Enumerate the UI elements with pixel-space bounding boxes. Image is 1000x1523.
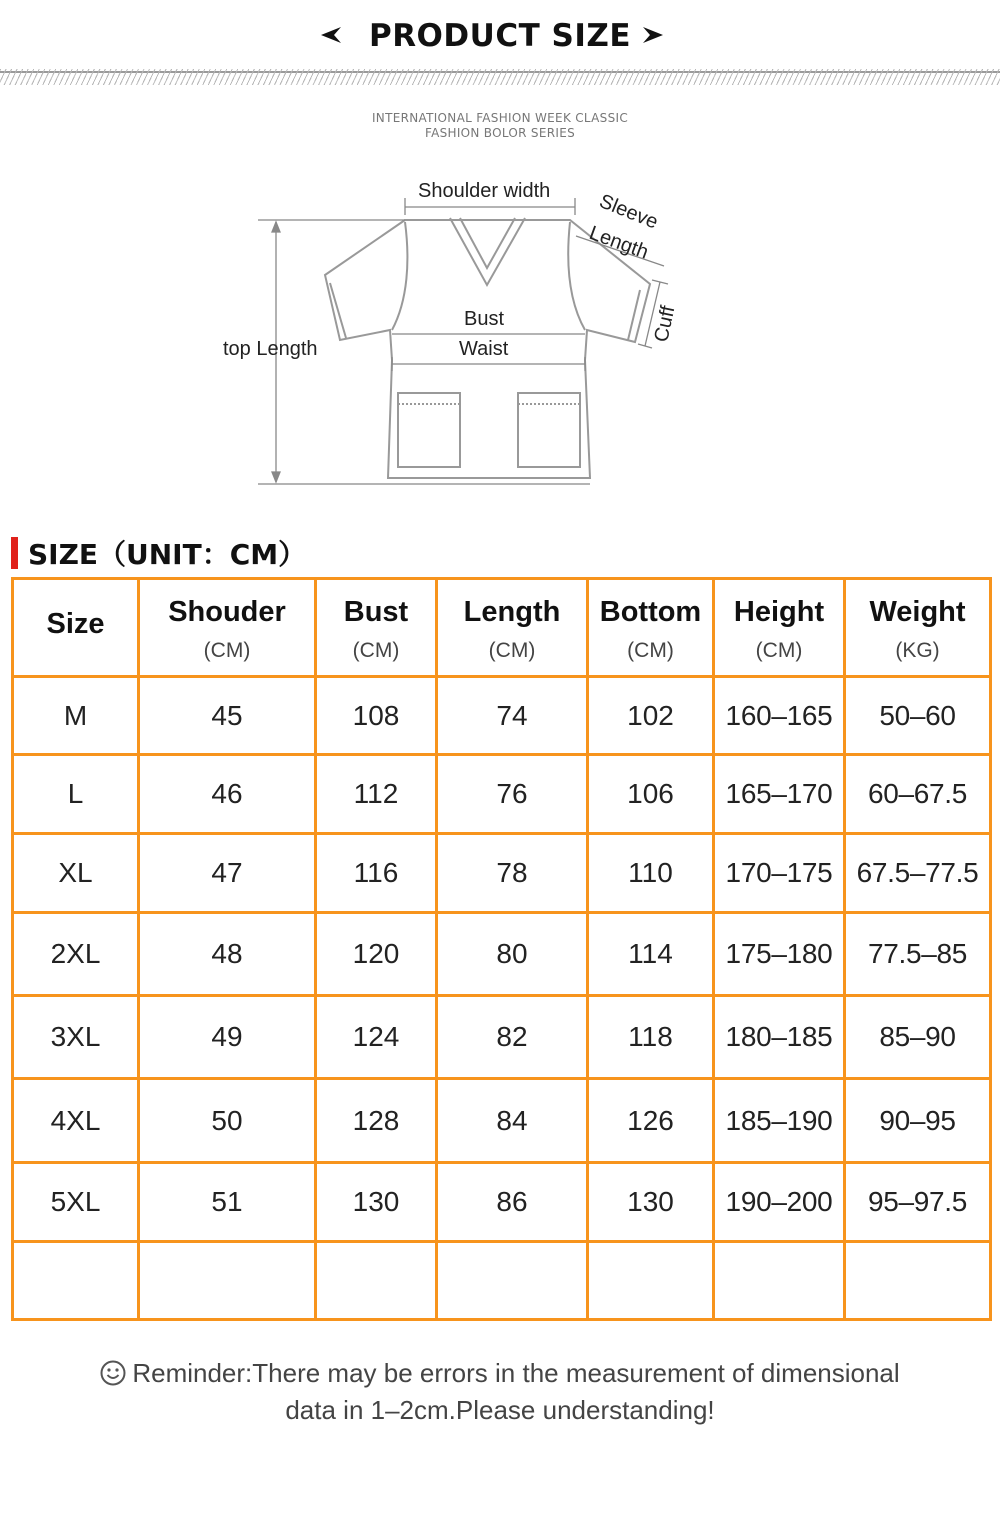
shoulder-width-label: Shoulder width	[418, 180, 551, 202]
table-row	[13, 996, 991, 1079]
size-table	[11, 577, 992, 1321]
cell-size: M	[13, 677, 139, 755]
table-row	[13, 677, 991, 755]
size-section-label: SIZE（UNIT：CM）	[28, 538, 307, 571]
cell-shoulder: 47	[139, 834, 316, 913]
cell-height	[714, 1242, 845, 1320]
brand-line-1: INTERNATIONAL FASHION WEEK CLASSIC	[371, 111, 629, 125]
cell-height: 185–190	[714, 1079, 845, 1163]
cell-weight: 60–67.5	[845, 755, 991, 834]
cell-bust: 112	[316, 755, 437, 834]
cell-shoulder: 51	[139, 1163, 316, 1242]
brand-line-2: FASHION BOLOR SERIES	[424, 126, 576, 140]
reminder-text-1: Reminder:There may be errors in the measurement of dimensional	[132, 1358, 900, 1388]
cell-length: 86	[437, 1163, 588, 1242]
table-row	[13, 755, 991, 834]
cell-bottom: 106	[588, 755, 714, 834]
cell-bust	[316, 1242, 437, 1320]
cell-bottom: 114	[588, 913, 714, 996]
cell-height: 175–180	[714, 913, 845, 996]
cell-height: 160–165	[714, 677, 845, 755]
smiley-icon	[100, 1360, 126, 1386]
bust-label: Bust	[464, 308, 505, 330]
table-row	[13, 1079, 991, 1163]
cuff-label: Cuff	[650, 303, 680, 345]
cell-length: 80	[437, 913, 588, 996]
cell-height: 170–175	[714, 834, 845, 913]
top-length-label: top Length	[223, 338, 318, 360]
header-hatch	[0, 69, 1000, 85]
cell-shoulder: 50	[139, 1079, 316, 1163]
cell-bust: 108	[316, 677, 437, 755]
cell-shoulder: 48	[139, 913, 316, 996]
column-header-bottom: Bottom (CM)	[588, 579, 714, 677]
column-header-height: Height (CM)	[714, 579, 845, 677]
accent-bar	[11, 537, 18, 569]
column-header-weight: Weight (KG)	[845, 579, 991, 677]
cell-size: L	[13, 755, 139, 834]
page-header	[0, 0, 1000, 90]
cell-shoulder: 45	[139, 677, 316, 755]
cell-length: 84	[437, 1079, 588, 1163]
garment-diagram	[0, 160, 1000, 500]
table-row	[13, 834, 991, 913]
cell-length	[437, 1242, 588, 1320]
cell-bust: 120	[316, 913, 437, 996]
cell-size: 3XL	[13, 996, 139, 1079]
cell-shoulder: 49	[139, 996, 316, 1079]
reminder-note	[0, 1355, 1000, 1429]
page-title: PRODUCT SIZE	[368, 18, 632, 54]
cell-weight	[845, 1242, 991, 1320]
column-header-length: Length (CM)	[437, 579, 588, 677]
table-row	[13, 1163, 991, 1242]
length-label: Length	[586, 222, 652, 264]
cell-weight: 77.5–85	[845, 913, 991, 996]
cell-size: XL	[13, 834, 139, 913]
cell-bottom: 126	[588, 1079, 714, 1163]
cell-length: 74	[437, 677, 588, 755]
table-row	[13, 913, 991, 996]
reminder-line-1	[0, 1355, 1000, 1392]
cell-height: 180–185	[714, 996, 845, 1079]
size-section-title	[11, 535, 306, 571]
cell-bottom: 118	[588, 996, 714, 1079]
cell-shoulder	[139, 1242, 316, 1320]
cell-bust: 130	[316, 1163, 437, 1242]
cell-weight: 90–95	[845, 1079, 991, 1163]
cell-length: 82	[437, 996, 588, 1079]
scrub-top-illustration	[0, 160, 1000, 500]
cell-size: 4XL	[13, 1079, 139, 1163]
cell-weight: 85–90	[845, 996, 991, 1079]
cell-height: 190–200	[714, 1163, 845, 1242]
cell-bust: 116	[316, 834, 437, 913]
cell-size: 5XL	[13, 1163, 139, 1242]
column-header-size: Size	[13, 579, 139, 677]
cell-bottom	[588, 1242, 714, 1320]
cell-bottom: 102	[588, 677, 714, 755]
cell-shoulder: 46	[139, 755, 316, 834]
cell-height: 165–170	[714, 755, 845, 834]
waist-label: Waist	[459, 338, 509, 360]
cell-bust: 124	[316, 996, 437, 1079]
sleeve-label: Sleeve	[596, 190, 662, 234]
cell-weight: 95–97.5	[845, 1163, 991, 1242]
table-header-row	[13, 579, 991, 677]
cell-weight: 50–60	[845, 677, 991, 755]
cell-bust: 128	[316, 1079, 437, 1163]
column-header-shoulder: Shouder (CM)	[139, 579, 316, 677]
cell-length: 76	[437, 755, 588, 834]
column-header-bust: Bust (CM)	[316, 579, 437, 677]
reminder-line-2: data in 1–2cm.Please understanding!	[285, 1395, 715, 1425]
cell-weight: 67.5–77.5	[845, 834, 991, 913]
table-row-empty	[13, 1242, 991, 1320]
cell-size: 2XL	[13, 913, 139, 996]
arrow-right-icon	[643, 26, 663, 44]
cell-length: 78	[437, 834, 588, 913]
cell-size	[13, 1242, 139, 1320]
cell-bottom: 130	[588, 1163, 714, 1242]
cell-bottom: 110	[588, 834, 714, 913]
